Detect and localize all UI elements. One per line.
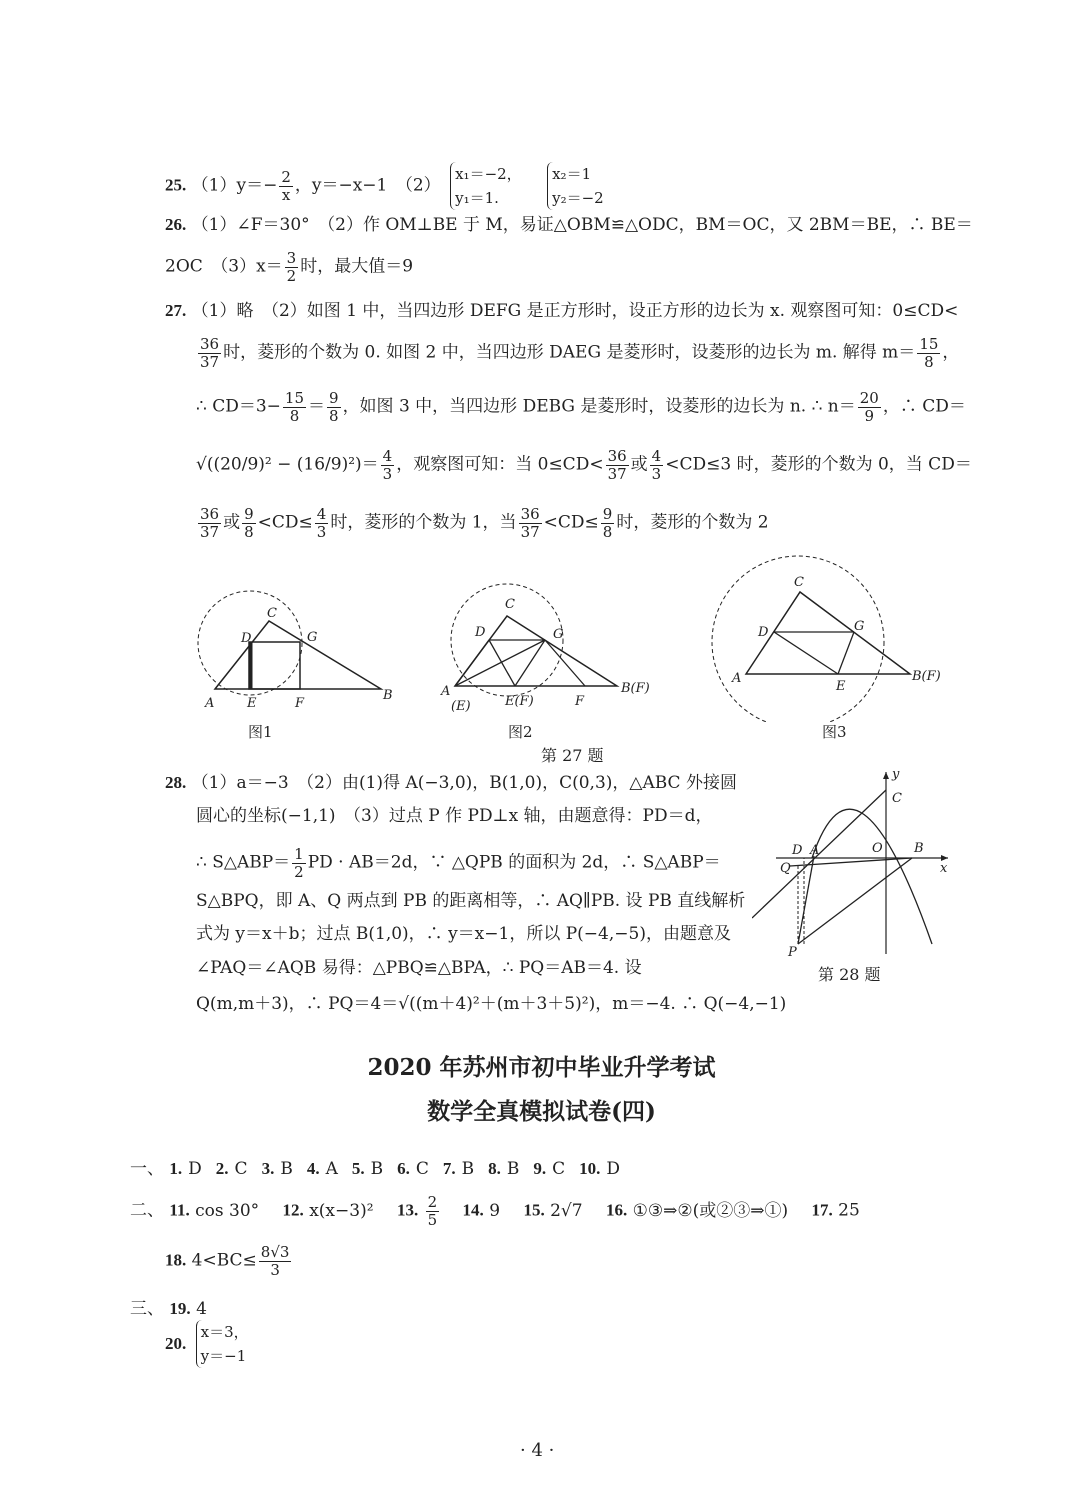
label-bf: B(F) (621, 681, 650, 696)
section1-list (169, 1159, 634, 1179)
figure-3 (690, 552, 960, 722)
sqrt-expression: √((20/9)² − (16/9)²) (196, 454, 362, 475)
fraction: $\frac{36}{37}$ (200, 505, 220, 541)
fig2-label: 图2 (508, 723, 533, 741)
fraction: $\frac{9}{8}$ (244, 505, 254, 541)
mc-question-number: 1. (169, 1159, 183, 1178)
text: ∠PAQ＝∠AQB 易得：△PBQ≌△BPA，∴ PQ＝AB＝4. 设 (196, 958, 642, 978)
text: <CD≤ (257, 512, 313, 533)
q11-answer: cos 30° (195, 1200, 260, 1221)
q14-number: 14. (462, 1200, 484, 1220)
figure-2 (425, 578, 675, 718)
text: ＝ (308, 396, 326, 417)
mc-answer: B (370, 1159, 384, 1179)
q25-fraction: $\frac{2}{x}$ (281, 168, 291, 204)
text: ，如图 3 中，当四边形 DEBG 是菱形时，设菱形的边长为 n. ∴ n＝ (342, 396, 856, 417)
q25-part1b: ，y＝−x−1 （2） (294, 175, 441, 196)
q15-answer: 2√7 (550, 1200, 583, 1221)
fraction: $\frac{36}{37}$ (200, 335, 220, 371)
fraction: $\frac{36}{37}$ (520, 505, 540, 541)
text: 时，菱形的个数为 1，当 (330, 512, 517, 533)
text: <CD≤3 时，菱形的个数为 0，当 CD＝ (665, 454, 972, 475)
mc-question-number: 8. (488, 1159, 501, 1178)
label-c: C (267, 606, 277, 621)
text: 或 (630, 454, 648, 475)
figure-1 (195, 585, 405, 715)
q26-text1: （1）∠F＝30° （2）作 OM⊥BE 于 M，易证△OBM≌△ODC，BM＝OC，又 2BM＝BE，∴ BE＝ (191, 215, 973, 235)
label-g: G (553, 627, 564, 642)
q28-number: 28. (165, 773, 187, 792)
text: ，观察图可知：当 0≤CD< (396, 454, 604, 475)
q27-line4 (196, 448, 972, 482)
section2-answers (130, 1194, 860, 1228)
label-q: Q (780, 861, 791, 876)
mc-question-number: 2. (215, 1159, 229, 1178)
mc-answer: A (325, 1159, 338, 1179)
q25-system2: x₂＝1 y₂＝−2 (547, 162, 604, 210)
section3-label: 三、 (130, 1299, 164, 1319)
section1-answers (130, 1154, 634, 1179)
label-x: x (940, 861, 948, 876)
fraction: $\frac{9}{8}$ (602, 505, 613, 541)
exam-title-line2: 数学全真模拟试卷(四) (427, 1098, 656, 1125)
text: 时，菱形的个数为 2 (616, 512, 769, 533)
text: 圆心的坐标(−1,1) （3）过点 P 作 PD⊥x 轴，由题意得：PD＝d， (196, 806, 713, 826)
label-o: O (872, 841, 883, 856)
q28-line1 (165, 774, 737, 792)
text: PD · AB＝2d，∵ △QPB 的面积为 2d，∴ S△ABP＝ (307, 852, 721, 873)
q28-line3 (196, 846, 721, 880)
label-c: C (505, 597, 515, 612)
mc-answer: C (552, 1159, 566, 1179)
q28-text1: （1）a＝−3 （2）由(1)得 A(−3,0)，B(1,0)，C(0,3)，△ABC 外接圆 (191, 773, 737, 793)
label-d: D (241, 631, 252, 646)
mc-question-number: 3. (261, 1159, 275, 1178)
parabola (812, 809, 932, 944)
q26-text2b: 时，最大值＝9 (300, 256, 414, 277)
text: <CD≤ (543, 512, 599, 533)
text: S△BPQ，即 A、Q 两点到 PB 的距离相等，∴ AQ∥PB. 设 PB 直线解析 (196, 891, 746, 911)
q27-text1: （1）略 （2）如图 1 中，当四边形 DEFG 是正方形时，设正方形的边长为 x. 观察图可知：0≤CD< (191, 301, 959, 321)
label-a: A (810, 843, 820, 858)
label-f: F (295, 696, 305, 711)
label-e: (E) (451, 699, 471, 714)
q20-system: x＝3， y＝−1 (196, 1320, 249, 1368)
figure-28 (752, 768, 952, 960)
triangle-abc (215, 621, 381, 689)
q13-answer: $\frac{2}{5}$ (427, 1193, 438, 1229)
q28-line7 (196, 996, 786, 1013)
section2-label: 二、 (130, 1200, 164, 1221)
q27-caption: 第 27 题 (541, 746, 604, 765)
q15-number: 15. (523, 1200, 545, 1220)
label-d: D (758, 625, 769, 640)
text: ∴ CD＝3− (196, 396, 281, 417)
q27-number: 27. (165, 301, 187, 320)
mc-answer: C (234, 1159, 248, 1179)
fraction: $\frac{1}{2}$ (294, 845, 304, 881)
mc-question-number: 9. (533, 1159, 547, 1178)
text: ， (942, 342, 960, 363)
q18-answer-text: 4<BC≤ (191, 1250, 257, 1271)
q19-answer: 4 (196, 1299, 207, 1319)
q19-number: 19. (169, 1299, 191, 1318)
mc-answer: B (280, 1159, 293, 1179)
q16-number: 16. (605, 1200, 628, 1220)
q19-line (130, 1294, 207, 1319)
q28-caption: 第 28 题 (818, 965, 881, 984)
q16-answer: ①③⇒②(或②③⇒①) (632, 1200, 789, 1221)
mc-answer: C (415, 1159, 429, 1179)
mc-question-number: 4. (306, 1159, 320, 1178)
q27-line5 (196, 506, 769, 540)
q18-line (165, 1244, 293, 1278)
label-c: C (794, 575, 804, 590)
mc-answer: B (506, 1159, 520, 1179)
mc-answer: B (461, 1159, 475, 1179)
triangle-abc (746, 592, 910, 674)
label-g: G (854, 619, 865, 634)
label-d: D (792, 843, 803, 858)
q20-number: 20. (165, 1334, 187, 1353)
label-f: F (575, 694, 585, 709)
q14-answer: 9 (489, 1200, 501, 1221)
q28-line6 (196, 960, 642, 977)
q26-fraction: $\frac{3}{2}$ (286, 249, 297, 285)
fraction: $\frac{15}{8}$ (284, 389, 305, 425)
q28-line4 (196, 893, 745, 910)
fraction: $\frac{36}{37}$ (607, 447, 627, 483)
label-d: D (475, 625, 486, 640)
q18-number: 18. (165, 1250, 187, 1270)
square-defg (249, 642, 300, 689)
q28-line2 (196, 808, 713, 825)
fraction: $\frac{4}{3}$ (316, 505, 327, 541)
q20-line (165, 1320, 249, 1368)
q26-number: 26. (165, 215, 187, 234)
fraction: $\frac{4}{3}$ (651, 447, 662, 483)
exam-title-line1: 2020 年苏州市初中毕业升学考试 (367, 1054, 716, 1081)
label-ef: E(F) (505, 694, 534, 709)
q18-fraction: $\frac{8√3}{3}$ (260, 1243, 290, 1279)
label-e: E (836, 679, 846, 694)
mc-question-number: 5. (351, 1159, 365, 1178)
label-c: C (892, 791, 902, 806)
mc-answer: D (188, 1159, 202, 1179)
text: Q(m,m＋3)，∴ PQ＝4＝√((m＋4)²＋(m＋3＋5)²)，m＝−4. ∴ Q(−4,−1) (196, 994, 787, 1014)
section1-label: 一、 (130, 1159, 164, 1179)
label-a: A (205, 696, 215, 711)
text: 式为 y＝x＋b；过点 B(1,0)，∴ y＝x−1，所以 P(−4,−5)，由题意及 (196, 924, 731, 944)
q27-line3 (196, 390, 966, 424)
fraction: $\frac{4}{3}$ (382, 447, 393, 483)
mc-question-number: 10. (579, 1159, 601, 1178)
q26-text2a: 2OC （3）x＝ (165, 256, 283, 277)
q12-number: 12. (282, 1200, 304, 1220)
fraction: $\frac{15}{8}$ (919, 335, 939, 371)
text: ∴ S△ABP＝ (196, 852, 291, 873)
mc-question-number: 7. (442, 1159, 456, 1178)
q17-answer: 25 (838, 1200, 860, 1221)
text: 或 (223, 512, 241, 533)
q25-number: 25. (165, 175, 187, 195)
q13-number: 13. (396, 1200, 419, 1220)
q27-line1 (165, 302, 958, 320)
q17-number: 17. (811, 1200, 833, 1220)
q25-line (165, 162, 604, 210)
q26-line1 (165, 216, 973, 234)
label-g: G (307, 630, 318, 645)
label-y: y (892, 768, 900, 782)
fig3-label: 图3 (822, 723, 847, 741)
q26-line2 (165, 250, 413, 284)
fig1-label: 图1 (248, 723, 273, 741)
label-e: E (247, 696, 257, 711)
page-number: · 4 · (520, 1440, 555, 1461)
fraction: $\frac{20}{9}$ (859, 389, 879, 425)
fraction: $\frac{9}{8}$ (329, 389, 339, 425)
mc-question-number: 6. (397, 1159, 410, 1178)
label-b: B (383, 688, 393, 703)
q27-line2 (196, 336, 959, 370)
q11-number: 11. (169, 1200, 190, 1220)
text: ＝ (361, 454, 379, 475)
q25-system1: x₁＝−2， y₁＝1. (450, 162, 522, 210)
q12-answer: x(x−3)² (309, 1200, 374, 1221)
text: ，∴ CD＝ (882, 396, 966, 417)
label-p: P (788, 945, 797, 960)
label-a: A (732, 671, 742, 686)
label-b: B (914, 841, 924, 856)
mc-answer: D (606, 1159, 621, 1179)
q28-line5 (196, 926, 731, 943)
label-a: A (441, 684, 451, 699)
text: 时，菱形的个数为 0. 如图 2 中，当四边形 DAEG 是菱形时，设菱形的边长为 m. 解得 m＝ (223, 342, 916, 363)
label-bf: B(F) (912, 669, 941, 684)
q25-part1: （1）y＝− (191, 175, 278, 196)
